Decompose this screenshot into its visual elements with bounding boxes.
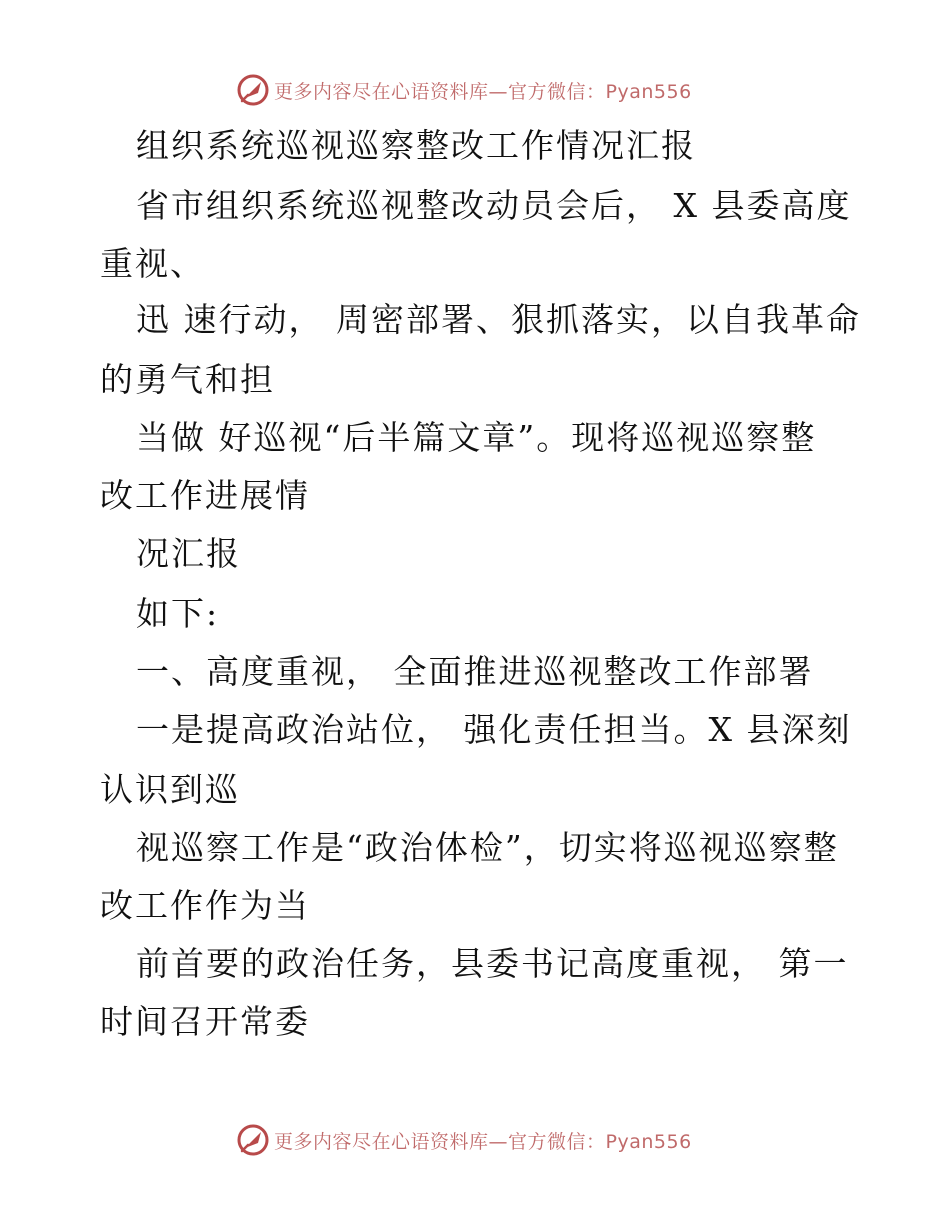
paragraph-line: 一是提高政治站位， 强化责任担当。X 县深刻 <box>136 710 852 749</box>
paragraph-line: 改工作作为当 <box>100 886 310 925</box>
watermark-text: 更多内容尽在心语资料库—官方微信：Pyan556 <box>274 1130 692 1153</box>
paragraph-line: 认识到巡 <box>100 770 240 809</box>
paragraph-line: 况汇报 <box>136 534 241 573</box>
watermark-text: 更多内容尽在心语资料库—官方微信：Pyan556 <box>274 80 692 103</box>
paragraph-line: 当做 好巡视“后半篇文章”。现将巡视巡察整 <box>136 418 817 457</box>
paragraph-line: 的勇气和担 <box>100 360 275 399</box>
footer-watermark <box>236 1122 692 1158</box>
paragraph-line: 省市组织系统巡视整改动员会后， X 县委高度 <box>136 186 852 225</box>
section-heading: 一、高度重视， 全面推进巡视整改工作部署 <box>136 652 814 691</box>
paragraph-line: 视巡察工作是“政治体检”，切实将巡视巡察整 <box>136 828 839 867</box>
quill-logo-icon <box>236 1123 270 1157</box>
paragraph-line: 时间召开常委 <box>100 1002 310 1041</box>
paragraph-line: 如下: <box>136 594 220 633</box>
paragraph-line: 前首要的政治任务，县委书记高度重视， 第一 <box>136 944 849 983</box>
paragraph-line: 改工作进展情 <box>100 476 310 515</box>
document-title: 组织系统巡视巡察整改工作情况汇报 <box>136 126 696 165</box>
paragraph-line: 迅 速行动， 周密部署、狠抓落实，以自我革命 <box>136 300 861 339</box>
paragraph-line: 重视、 <box>100 244 205 283</box>
